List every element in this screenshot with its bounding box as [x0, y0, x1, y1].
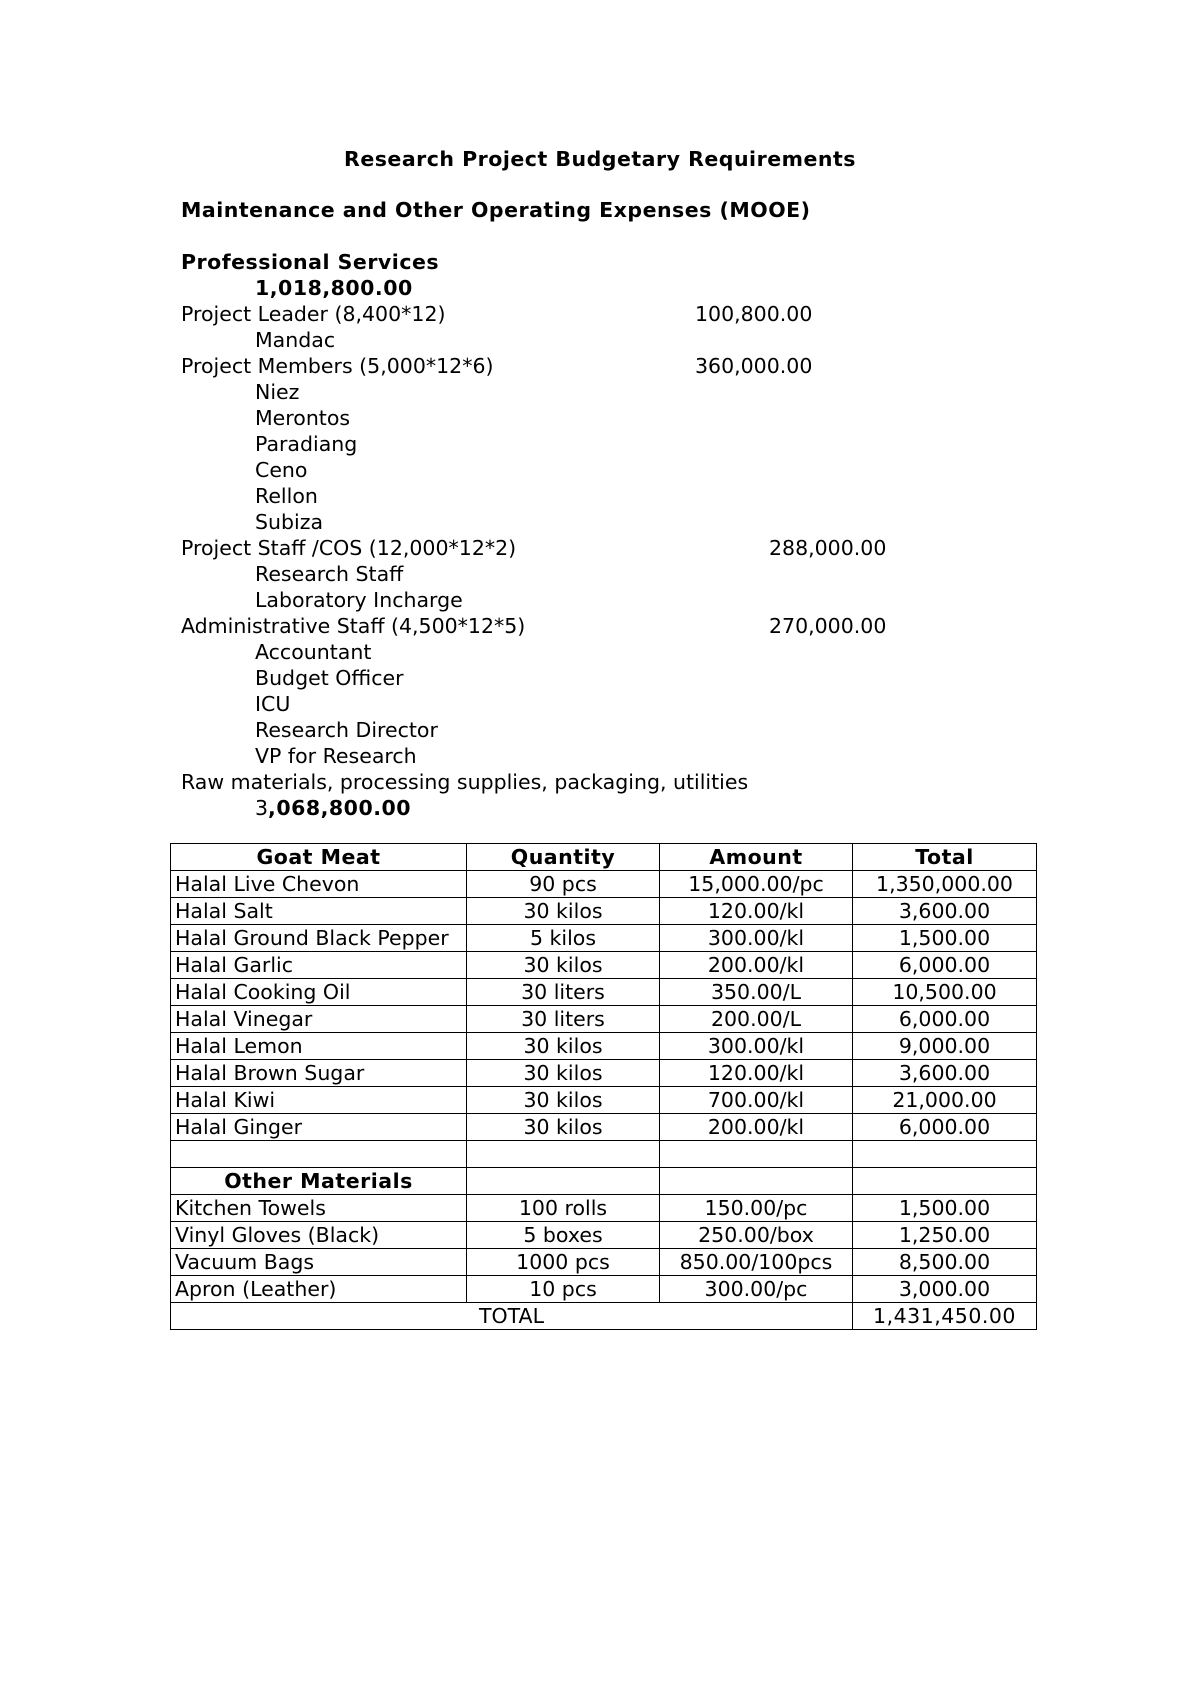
total-row [171, 1303, 1037, 1330]
empty-cell [853, 1141, 1037, 1168]
cell-amount: 200.00/kl [660, 1114, 853, 1141]
table-row [171, 979, 1037, 1006]
service-person: Paradiang [255, 432, 358, 456]
grand-total-value: 1,431,450.00 [853, 1303, 1037, 1330]
service-group-amount: 100,800.00 [695, 302, 813, 326]
cell-total: 3,600.00 [853, 1060, 1037, 1087]
empty-cell [467, 1168, 660, 1195]
service-group-label: Administrative Staff (4,500*12*5) [181, 614, 526, 638]
cell-amount: 15,000.00/pc [660, 871, 853, 898]
cell-amount: 150.00/pc [660, 1195, 853, 1222]
cell-amount: 120.00/kl [660, 1060, 853, 1087]
cell-item: Vinyl Gloves (Black) [171, 1222, 467, 1249]
raw-materials-total-rest: ,068,800.00 [268, 796, 412, 820]
cell-quantity: 5 kilos [467, 925, 660, 952]
cell-total: 3,600.00 [853, 898, 1037, 925]
table-row [171, 1087, 1037, 1114]
professional-services-heading: Professional Services [181, 250, 440, 274]
cell-total: 8,500.00 [853, 1249, 1037, 1276]
cell-quantity: 30 liters [467, 1006, 660, 1033]
cell-item: Vacuum Bags [171, 1249, 467, 1276]
professional-services-section [181, 249, 1031, 821]
cell-item: Halal Brown Sugar [171, 1060, 467, 1087]
cell-total: 1,500.00 [853, 925, 1037, 952]
service-group-amount: 360,000.00 [695, 354, 813, 378]
cell-quantity: 10 pcs [467, 1276, 660, 1303]
cell-amount: 300.00/kl [660, 1033, 853, 1060]
cell-amount: 850.00/100pcs [660, 1249, 853, 1276]
cell-quantity: 90 pcs [467, 871, 660, 898]
service-group-line [181, 613, 1031, 639]
cell-amount: 700.00/kl [660, 1087, 853, 1114]
budget-table [170, 843, 1037, 1330]
service-person: Accountant [255, 640, 372, 664]
cell-amount: 200.00/kl [660, 952, 853, 979]
cell-item: Halal Ground Black Pepper [171, 925, 467, 952]
cell-quantity: 30 liters [467, 979, 660, 1006]
table-row [171, 952, 1037, 979]
empty-cell [171, 1141, 467, 1168]
raw-materials-total-prefix: 3 [255, 796, 269, 820]
cell-item: Halal Ginger [171, 1114, 467, 1141]
table-row [171, 925, 1037, 952]
table-spacer-row [171, 1141, 1037, 1168]
cell-total: 1,500.00 [853, 1195, 1037, 1222]
cell-quantity: 100 rolls [467, 1195, 660, 1222]
table-header-row [171, 844, 1037, 871]
cell-amount: 350.00/L [660, 979, 853, 1006]
cell-total: 9,000.00 [853, 1033, 1037, 1060]
cell-amount: 200.00/L [660, 1006, 853, 1033]
service-person: Ceno [255, 458, 308, 482]
cell-item: Halal Kiwi [171, 1087, 467, 1114]
cell-amount: 250.00/box [660, 1222, 853, 1249]
cell-amount: 120.00/kl [660, 898, 853, 925]
cell-total: 1,250.00 [853, 1222, 1037, 1249]
service-person: Mandac [255, 328, 336, 352]
service-group-label: Project Members (5,000*12*6) [181, 354, 494, 378]
table-row [171, 1249, 1037, 1276]
raw-materials-label: Raw materials, processing supplies, packaging, utilities [181, 770, 749, 794]
service-person: ICU [255, 692, 291, 716]
cell-quantity: 30 kilos [467, 898, 660, 925]
service-person: Budget Officer [255, 666, 404, 690]
other-materials-heading: Other Materials [171, 1168, 467, 1195]
cell-total: 6,000.00 [853, 952, 1037, 979]
service-group-line [181, 301, 1031, 327]
table-row [171, 1006, 1037, 1033]
document-title: Research Project Budgetary Requirements [344, 147, 856, 171]
service-group-line [181, 535, 1031, 561]
service-group-label: Project Leader (8,400*12) [181, 302, 446, 326]
cell-total: 6,000.00 [853, 1114, 1037, 1141]
table-row [171, 1276, 1037, 1303]
total-label: TOTAL [171, 1303, 853, 1330]
cell-total: 3,000.00 [853, 1276, 1037, 1303]
cell-quantity: 30 kilos [467, 952, 660, 979]
service-person: Research Director [255, 718, 438, 742]
header-quantity: Quantity [467, 844, 660, 871]
table-row [171, 898, 1037, 925]
service-group-amount: 270,000.00 [769, 614, 887, 638]
table-row [171, 1114, 1037, 1141]
service-group-amount: 288,000.00 [769, 536, 887, 560]
professional-services-total: 1,018,800.00 [255, 276, 413, 300]
service-group-line [181, 353, 1031, 379]
cell-quantity: 1000 pcs [467, 1249, 660, 1276]
cell-total: 10,500.00 [853, 979, 1037, 1006]
cell-item: Kitchen Towels [171, 1195, 467, 1222]
cell-quantity: 30 kilos [467, 1060, 660, 1087]
header-amount: Amount [660, 844, 853, 871]
service-person: VP for Research [255, 744, 417, 768]
table-row [171, 1033, 1037, 1060]
cell-item: Halal Lemon [171, 1033, 467, 1060]
cell-amount: 300.00/pc [660, 1276, 853, 1303]
header-total: Total [853, 844, 1037, 871]
cell-item: Halal Cooking Oil [171, 979, 467, 1006]
table-row [171, 1060, 1037, 1087]
header-goat-meat: Goat Meat [171, 844, 467, 871]
cell-item: Halal Garlic [171, 952, 467, 979]
service-person: Rellon [255, 484, 318, 508]
service-group-label: Project Staff /COS (12,000*12*2) [181, 536, 517, 560]
document-subtitle: Maintenance and Other Operating Expenses (MOOE) [181, 198, 811, 222]
raw-materials-total [181, 795, 1031, 821]
empty-cell [660, 1141, 853, 1168]
cell-item: Halal Live Chevon [171, 871, 467, 898]
service-person: Laboratory Incharge [255, 588, 463, 612]
service-person: Research Staff [255, 562, 404, 586]
cell-quantity: 30 kilos [467, 1114, 660, 1141]
cell-quantity: 5 boxes [467, 1222, 660, 1249]
cell-item: Halal Salt [171, 898, 467, 925]
cell-total: 21,000.00 [853, 1087, 1037, 1114]
table-row [171, 1195, 1037, 1222]
service-person: Merontos [255, 406, 351, 430]
table-row [171, 871, 1037, 898]
empty-cell [853, 1168, 1037, 1195]
service-person: Niez [255, 380, 300, 404]
cell-total: 1,350,000.00 [853, 871, 1037, 898]
cell-total: 6,000.00 [853, 1006, 1037, 1033]
table-row [171, 1222, 1037, 1249]
cell-item: Halal Vinegar [171, 1006, 467, 1033]
cell-item: Apron (Leather) [171, 1276, 467, 1303]
empty-cell [467, 1141, 660, 1168]
empty-cell [660, 1168, 853, 1195]
cell-quantity: 30 kilos [467, 1033, 660, 1060]
service-person: Subiza [255, 510, 324, 534]
cell-quantity: 30 kilos [467, 1087, 660, 1114]
cell-amount: 300.00/kl [660, 925, 853, 952]
other-materials-header-row [171, 1168, 1037, 1195]
